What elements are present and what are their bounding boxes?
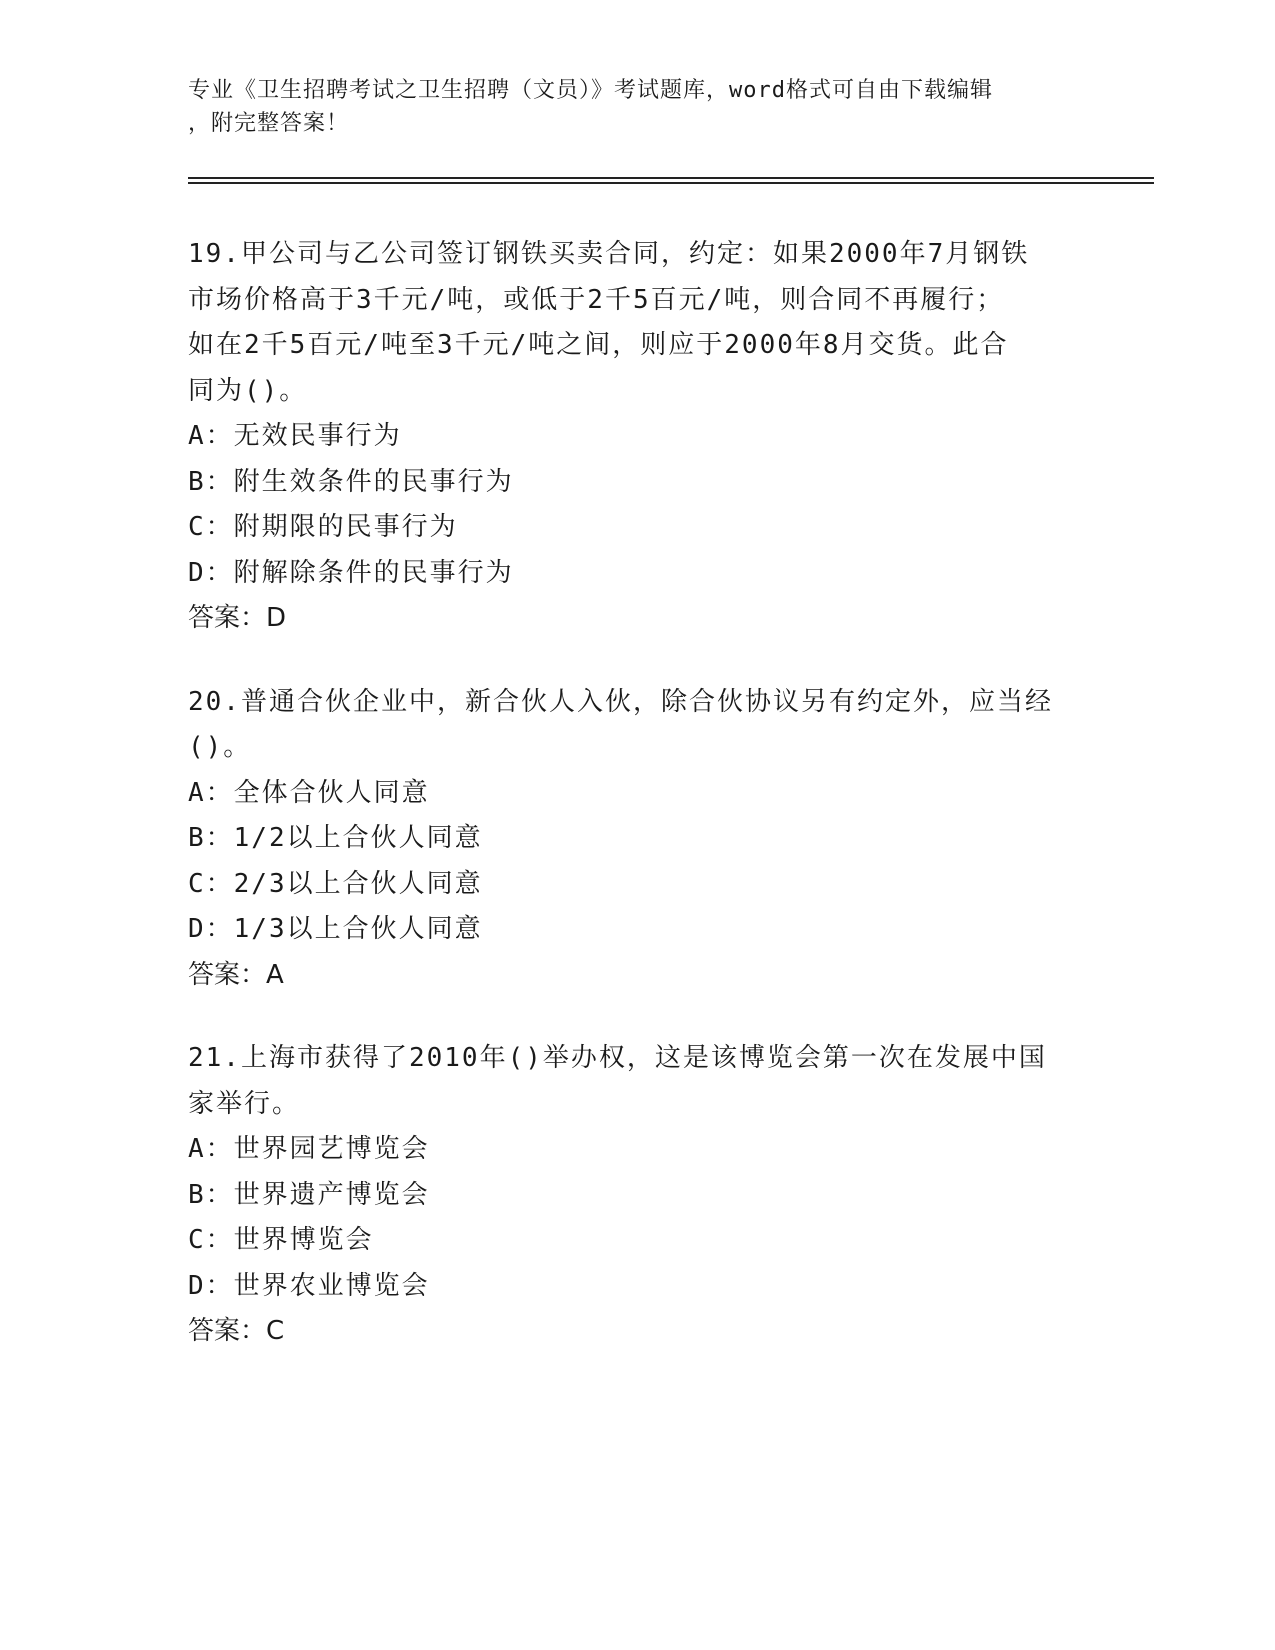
option-b: B：世界遗产博览会	[188, 1179, 430, 1210]
question-text-line: 家举行。	[188, 1088, 301, 1119]
document-header	[188, 74, 1088, 140]
question-list	[188, 232, 1088, 1393]
option-b: B：附生效条件的民事行为	[188, 466, 514, 497]
question-text-line: 市场价格高于3千元/吨，或低于2千5百元/吨，则合同不再履行；	[188, 284, 1005, 315]
question-text-line: 如在2千5百元/吨至3千元/吨之间，则应于2000年8月交货。此合	[188, 330, 1009, 360]
question-text-line: 21.上海市获得了2010年()举办权，这是该博览会第一次在发展中国	[188, 1043, 1047, 1073]
question-text-line: ()。	[188, 732, 252, 762]
option-b: B：1/2以上合伙人同意	[188, 823, 483, 853]
option-c: C：2/3以上合伙人同意	[188, 868, 483, 899]
option-c: C：附期限的民事行为	[188, 512, 458, 542]
question-text-line: 同为()。	[188, 375, 308, 406]
header-line-2: ，附完整答案！	[188, 111, 350, 136]
option-a: A：世界园艺博览会	[188, 1134, 430, 1164]
question-20	[188, 680, 1088, 999]
option-a: A：全体合伙人同意	[188, 777, 430, 808]
question-21	[188, 1036, 1088, 1355]
question-text-line: 19.甲公司与乙公司签订钢铁买卖合同，约定：如果2000年7月钢铁	[188, 239, 1030, 269]
header-divider-bottom	[188, 182, 1154, 184]
answer: 答案：A	[188, 959, 284, 990]
option-c: C：世界博览会	[188, 1225, 374, 1255]
answer: 答案：D	[188, 603, 287, 633]
question-19	[188, 232, 1088, 642]
answer: 答案：C	[188, 1316, 285, 1346]
header-line-1: 专业《卫生招聘考试之卫生招聘（文员）》考试题库，word格式可自由下载编辑	[188, 78, 993, 103]
option-d: D：1/3以上合伙人同意	[188, 914, 483, 944]
option-d: D：附解除条件的民事行为	[188, 557, 514, 588]
option-a: A：无效民事行为	[188, 421, 402, 451]
option-d: D：世界农业博览会	[188, 1270, 430, 1301]
header-divider-top	[188, 177, 1154, 179]
question-text-line: 20.普通合伙企业中，新合伙人入伙，除合伙协议另有约定外，应当经	[188, 686, 1053, 717]
